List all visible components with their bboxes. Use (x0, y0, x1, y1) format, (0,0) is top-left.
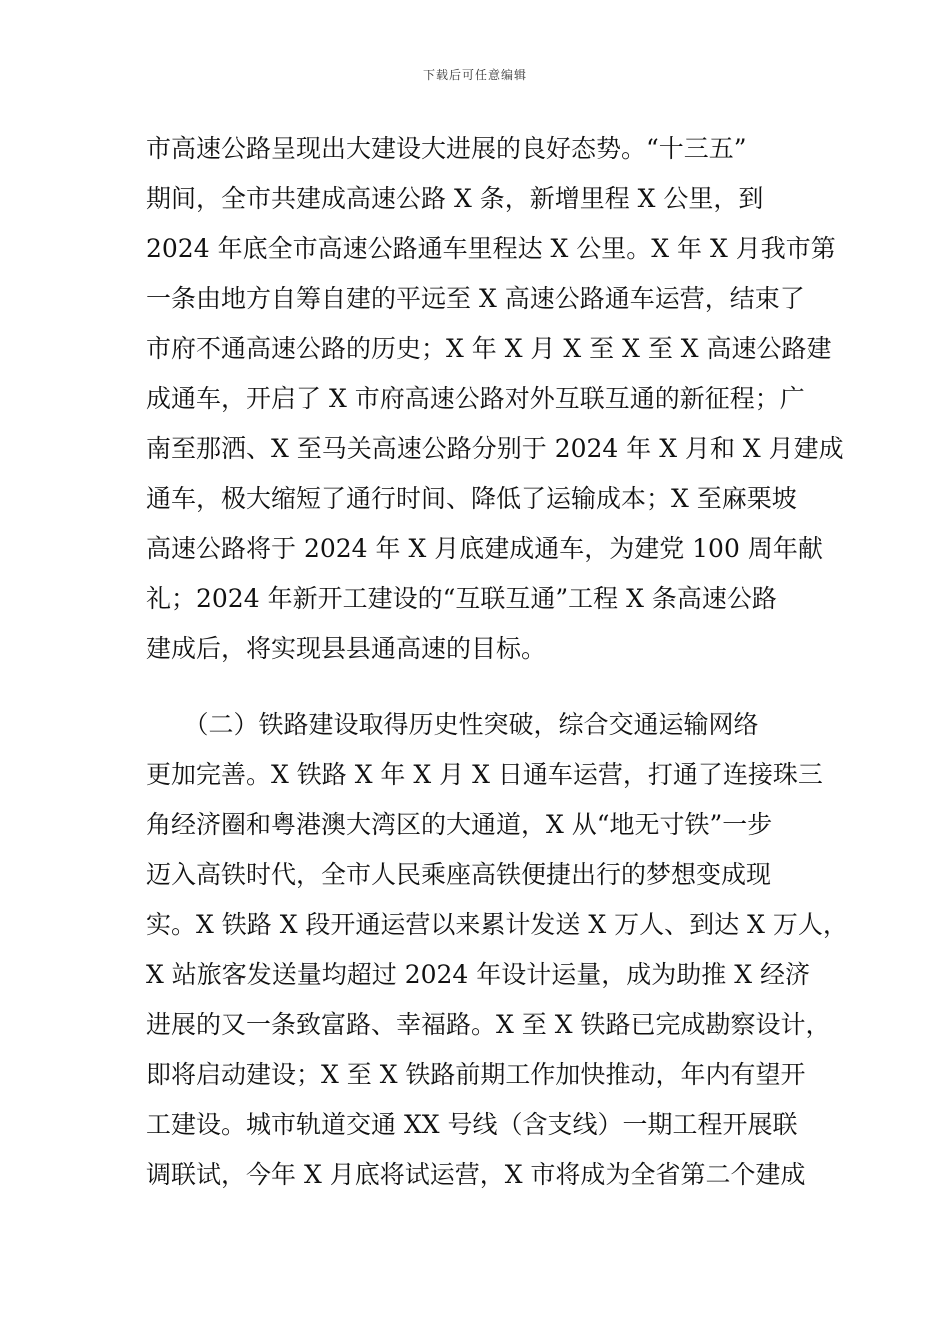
text-line: 期间，全市共建成高速公路 X 条，新增里程 X 公里，到 (146, 184, 764, 213)
text-line: 礼；2024 年新开工建设的“互联互通”工程 X 条高速公路 (146, 584, 777, 613)
text-line: 成通车，开启了 X 市府高速公路对外互联互通的新征程；广 (146, 384, 805, 413)
text-line: 即将启动建设；X 至 X 铁路前期工作加快推动，年内有望开 (146, 1060, 806, 1089)
text-line: 2024 年底全市高速公路通车里程达 X 公里。X 年 X 月我市第 (146, 234, 836, 263)
text-line: 通车，极大缩短了通行时间、降低了运输成本；X 至麻栗坡 (146, 484, 797, 513)
paragraph-railway (146, 700, 848, 1200)
text-line: 建成后，将实现县县通高速的目标。 (146, 634, 547, 663)
section-heading-line: （二）铁路建设取得历史性突破，综合交通运输网络 (146, 710, 759, 739)
text-line: 迈入高铁时代，全市人民乘座高铁便捷出行的梦想变成现 (146, 860, 772, 889)
text-line: 高速公路将于 2024 年 X 月底建成通车，为建党 100 周年献 (146, 534, 823, 563)
text-line: 工建设。城市轨道交通 XX 号线（含支线）一期工程开展联 (146, 1110, 798, 1139)
text-line: 一条由地方自筹自建的平远至 X 高速公路通车运营，结束了 (146, 284, 805, 313)
text-line: 更加完善。X 铁路 X 年 X 月 X 日通车运营，打通了连接珠三 (146, 760, 823, 789)
text-line: 市府不通高速公路的历史；X 年 X 月 X 至 X 至 X 高速公路建 (146, 334, 832, 363)
text-line: 进展的又一条致富路、幸福路。X 至 X 铁路已完成勘察设计， (146, 1010, 831, 1039)
text-line: 角经济圈和粤港澳大湾区的大通道，X 从“地无寸铁”一步 (146, 810, 773, 839)
paragraph-highway (146, 124, 844, 674)
text-line: 调联试，今年 X 月底将试运营，X 市将成为全省第二个建成 (146, 1160, 806, 1189)
text-line: X 站旅客发送量均超过 2024 年设计运量，成为助推 X 经济 (146, 960, 810, 989)
page-header: 下载后可任意编辑 (422, 68, 527, 82)
text-line: 实。X 铁路 X 段开通运营以来累计发送 X 万人、到达 X 万人， (146, 910, 848, 939)
text-line: 市高速公路呈现出大建设大进展的良好态势。“十三五” (146, 134, 747, 163)
text-line: 南至那洒、X 至马关高速公路分别于 2024 年 X 月和 X 月建成 (146, 434, 844, 463)
